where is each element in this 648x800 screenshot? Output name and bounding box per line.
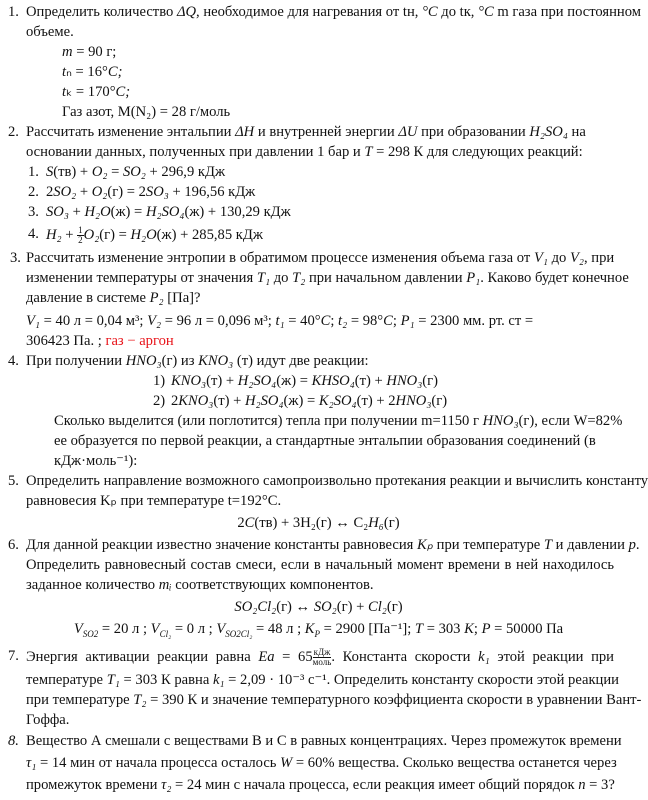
math-expression: V₂	[147, 313, 162, 329]
text-segment: (т) +	[206, 373, 238, 389]
text-segment: +	[76, 184, 92, 200]
fraction-numerator: кДж	[313, 647, 331, 657]
text-segment: до	[270, 270, 293, 286]
math-expression: KNO₃	[171, 373, 207, 389]
math-expression: T	[543, 537, 553, 553]
reaction-equation	[171, 393, 447, 410]
math-expression: SO₃	[145, 184, 169, 200]
math-expression: t	[62, 84, 67, 100]
text-segment: (т) + 2	[356, 393, 396, 409]
math-expression: k₁	[212, 672, 225, 688]
text-segment: = 60% вещества. Сколько вещества останется через	[292, 755, 617, 771]
problem-1-text	[26, 24, 74, 41]
problem-6-text	[26, 577, 374, 594]
text-segment: Газ азот, M(N₂) = 28 г/моль	[62, 104, 231, 120]
text-segment: = 50000 Па	[490, 621, 564, 637]
text-segment: Рассчитать изменение энтальпии	[26, 124, 236, 140]
text-segment: = 14 мин от начала процесса осталось	[36, 755, 281, 771]
math-expression: P	[481, 621, 491, 637]
math-expression: Kₚ	[417, 537, 433, 553]
text-segment: +	[61, 226, 78, 243]
text-segment: ;	[392, 313, 401, 329]
text-segment: Определить направление возможного самопроизвольно протекания реакции и вычислить константу	[26, 473, 648, 489]
reaction-number: 3.	[28, 204, 39, 220]
text-segment: + 196,56 кДж	[168, 184, 256, 200]
problem-number: 7.	[8, 648, 19, 664]
math-expression: K	[464, 621, 474, 637]
math-expression: V	[216, 621, 226, 637]
math-expression: H₂O	[84, 204, 111, 220]
text-segment: m газа при постоянном	[493, 4, 641, 20]
math-expression: Cl₂	[367, 599, 387, 615]
math-expression: ΔH	[235, 124, 255, 140]
text-segment: Гоффа.	[26, 712, 70, 728]
problem-3-given	[26, 313, 533, 330]
problem-7-text	[26, 712, 69, 729]
math-expression: SO₂	[313, 599, 337, 615]
math-expression: H₂SO₄	[529, 124, 568, 140]
text-segment: 306423 Па. ;	[26, 333, 106, 349]
text-segment: до	[547, 250, 570, 266]
math-expression: n	[578, 777, 586, 793]
text-segment: (г) +	[336, 599, 368, 615]
text-segment: этой реакции при	[489, 648, 614, 665]
text-segment: (г)	[422, 373, 439, 389]
math-expression: T	[364, 144, 373, 160]
math-expression: V	[73, 621, 83, 637]
problem-number: 4.	[8, 353, 19, 369]
reaction-equation	[171, 373, 438, 390]
math-expression: H₂O	[130, 226, 157, 243]
problem-5-text	[26, 473, 648, 490]
math-expression: O₂	[83, 226, 100, 243]
text-segment: = 40 л = 0,04 м³;	[40, 313, 148, 329]
text-segment: ;	[473, 621, 482, 637]
fraction-numerator: 1	[78, 225, 83, 235]
text-segment: до tк,	[437, 4, 479, 20]
reaction-number: 1.	[28, 164, 39, 180]
text-segment: = 303 К равна	[119, 672, 213, 688]
text-segment: и внутренней энергии	[254, 124, 399, 140]
text-segment: ;	[330, 313, 339, 329]
given-t-end	[62, 84, 130, 101]
math-expression: HNO₃	[395, 393, 432, 409]
text-segment: (г)	[431, 393, 448, 409]
math-expression: T₁	[106, 672, 120, 688]
text-segment: Вещество А смешали с веществами В и С в равных концентрациях. Через промежуток времени	[26, 733, 622, 749]
text-segment: при температуре	[26, 692, 134, 708]
math-expression: t₂	[338, 313, 348, 329]
problem-number: 5.	[8, 473, 19, 489]
text-segment: (тв) + 3H₂(г) ↔ C₂	[254, 515, 369, 531]
text-segment: = 98°	[347, 313, 384, 329]
math-expression: SO₂	[53, 184, 77, 200]
math-expression: H₂SO₄	[237, 373, 277, 389]
text-segment: Определить количество	[26, 4, 177, 20]
math-expression: HNO₃	[482, 413, 519, 429]
math-expression: K₂SO₄	[318, 393, 357, 409]
math-expression: V₂	[569, 250, 584, 266]
text-segment: (тв) +	[53, 164, 92, 180]
problem-3-given	[26, 333, 174, 350]
subscript: SO2	[82, 628, 99, 639]
text-segment: . Константа скорости	[331, 648, 479, 665]
text-segment: основании данных, полученных при давлении 1 бар и	[26, 144, 365, 160]
text-segment: при температуре	[433, 537, 544, 553]
subscript: Cl₂	[159, 628, 172, 639]
problem-number: 1.	[8, 4, 19, 20]
math-expression: m	[62, 44, 73, 60]
math-expression: P₁	[466, 270, 481, 286]
problem-6-text	[26, 537, 640, 554]
problem-7-text	[26, 672, 619, 689]
reaction-equation	[46, 164, 225, 181]
problem-6-conditions	[0, 621, 637, 638]
problem-8-text	[26, 733, 622, 750]
math-expression: °C	[422, 4, 438, 20]
math-expression: ΔQ	[176, 4, 197, 20]
math-expression: Ea	[258, 648, 275, 665]
math-expression: KNO₃	[178, 393, 214, 409]
problem-number: 2.	[8, 124, 19, 140]
math-expression: SO₂	[122, 164, 146, 180]
problem-7-text	[26, 648, 614, 667]
text-segment: при начальном давлении	[305, 270, 467, 286]
text-segment: 2	[46, 184, 54, 200]
text-segment: = 2300 мм. рт. ст =	[414, 313, 534, 329]
math-expression: K	[304, 621, 315, 637]
problem-4-question	[54, 433, 596, 450]
text-segment: на	[567, 124, 586, 140]
text-segment: (г)	[386, 599, 403, 615]
math-expression: T₂	[133, 692, 147, 708]
text-segment: = 2900 [Па⁻¹];	[320, 621, 415, 637]
text-segment: (г) =	[99, 226, 131, 243]
text-segment: Для данной реакции известно значение константы равновесия	[26, 537, 418, 553]
text-segment: (г) = 2	[107, 184, 146, 200]
math-expression: SO₂Cl₂	[234, 599, 277, 615]
problem-number: 3.	[10, 250, 21, 266]
text-segment: = 3?	[585, 777, 615, 793]
given-mass	[62, 44, 116, 61]
text-segment: (ж) =	[110, 204, 146, 220]
text-segment: (г)	[383, 515, 400, 531]
math-expression: S	[46, 164, 54, 180]
text-segment: [Па]?	[163, 290, 201, 306]
math-expression: C	[244, 515, 255, 531]
fraction	[313, 648, 332, 667]
text-segment: = 48 л ;	[252, 621, 305, 637]
text-segment: ₖ = 170°	[66, 84, 116, 100]
math-expression: KNO₃	[198, 353, 234, 369]
math-expression: V₁	[26, 313, 40, 329]
problem-7-text	[26, 692, 642, 709]
reaction-equation	[46, 204, 291, 221]
fraction-denominator: моль	[312, 657, 332, 667]
problem-number: 6.	[8, 537, 19, 553]
text-segment: =	[107, 164, 123, 180]
text-segment: , при	[583, 250, 615, 266]
problem-5-text	[26, 493, 281, 510]
math-expression: P₂	[149, 290, 164, 306]
math-expression: T	[414, 621, 424, 637]
text-segment: = 90 г;	[72, 44, 117, 60]
math-expression: HNO₃	[125, 353, 162, 369]
text-segment: (ж) + 285,85 кДж	[156, 226, 263, 243]
problem-8-text	[26, 777, 615, 794]
subscript: P	[314, 628, 321, 639]
text-segment: .	[635, 537, 640, 553]
text-segment: = 65	[274, 648, 313, 665]
text-segment: (ж) =	[276, 373, 312, 389]
text-segment: = 2,09 · 10⁻³ с⁻¹. Определить константу скорости этой реакции	[224, 672, 619, 688]
math-expression: τ₁	[26, 755, 37, 771]
text-segment: при образовании	[417, 124, 530, 140]
math-expression: H₆	[368, 515, 384, 531]
math-expression: T₂	[292, 270, 306, 286]
problem-3-text	[26, 270, 629, 287]
text-segment: давление в системе	[26, 290, 150, 306]
math-expression: H₂SO₄	[245, 393, 284, 409]
text-segment: (т) +	[213, 393, 246, 409]
text-segment: Определить равновесный состав смеси, если в начальный момент времени в ней находилось	[26, 557, 614, 573]
text-segment: ее образуется по первой реакции, а стандартные энтальпии образования соединений (в	[54, 433, 596, 449]
problem-4-question	[54, 453, 137, 470]
math-expression: C;	[107, 64, 123, 80]
text-segment: (г) ↔	[276, 599, 314, 615]
math-expression: H₂	[46, 226, 62, 243]
math-expression: C;	[115, 84, 131, 100]
text-segment: = 24 мин с начала процесса, если реакция имеет общий порядок	[171, 777, 579, 793]
text-segment: (г), если W=82%	[518, 413, 623, 429]
math-expression: HNO₃	[386, 373, 423, 389]
text-segment: = 303	[423, 621, 465, 637]
text-segment: температуре	[26, 672, 107, 688]
reaction-equation	[46, 226, 263, 245]
math-expression: P₁	[400, 313, 415, 329]
text-segment: заданное количество	[26, 577, 159, 593]
text-segment: . Каково будет конечное	[480, 270, 629, 286]
text-segment: (т) +	[354, 373, 387, 389]
text-segment: соответствующих компонентов.	[171, 577, 374, 593]
math-expression: W	[280, 755, 293, 771]
math-expression: ΔU	[398, 124, 418, 140]
problem-2-text	[26, 124, 586, 141]
text-segment: = 96 л = 0,096 м³;	[161, 313, 276, 329]
math-expression: mᵢ	[158, 577, 172, 593]
math-expression: O₂	[91, 164, 108, 180]
text-segment: Энергия активации реакции равна	[26, 648, 259, 665]
math-expression: KHSO₄	[311, 373, 355, 389]
problem-3-text	[26, 290, 201, 307]
math-expression: O₂	[91, 184, 108, 200]
text-segment: = 298 К для следующих реакций:	[372, 144, 583, 160]
problem-3-text	[26, 250, 614, 267]
text-segment: изменении температуры от значения	[26, 270, 257, 286]
text-segment: = 0 л ;	[171, 621, 217, 637]
problem-4-question	[54, 413, 622, 430]
fraction-denominator: 2	[78, 235, 83, 245]
highlighted-note: газ − аргон	[105, 333, 174, 349]
reaction-number: 4.	[28, 226, 39, 242]
text-segment: , необходимое для нагревания от tн,	[196, 4, 423, 20]
math-expression: H₂SO₄	[145, 204, 185, 220]
subscript: SO2Cl₂	[225, 628, 253, 639]
given-gas	[62, 104, 230, 121]
reaction-number: 1)	[153, 373, 166, 389]
math-expression: t	[62, 64, 67, 80]
text-segment: = 390 К и значение температурного коэффициента скорости в уравнении Вант-	[146, 692, 642, 708]
math-expression: C	[383, 313, 393, 329]
math-expression: C	[320, 313, 331, 329]
math-expression: t₁	[275, 313, 285, 329]
reaction-equation	[0, 515, 637, 532]
math-expression: SO₃	[46, 204, 69, 220]
text-segment: и давлении	[552, 537, 629, 553]
text-segment: промежуток времени	[26, 777, 162, 793]
text-segment: Рассчитать изменение энтропии в обратимом процессе изменения объема газа от	[26, 250, 534, 266]
math-expression: V₁	[533, 250, 548, 266]
math-expression: °C	[478, 4, 494, 20]
text-segment: 2	[171, 393, 179, 409]
reaction-equation	[0, 599, 637, 616]
reaction-number: 2.	[28, 184, 39, 200]
math-expression: V	[150, 621, 160, 637]
math-expression: p	[628, 537, 636, 553]
given-t-start	[62, 64, 122, 81]
math-expression: k₁	[478, 648, 490, 665]
problem-8-text	[26, 755, 617, 772]
text-segment: = 20 л ;	[98, 621, 151, 637]
text-segment: (т) идут две реакции:	[233, 353, 369, 369]
text-segment: (ж) + 130,29 кДж	[184, 204, 291, 220]
problem-2-text	[26, 144, 583, 161]
text-segment: Сколько выделится (или поглотится) тепла при получении m=1150 г	[54, 413, 483, 429]
text-segment: кДж·моль⁻¹):	[54, 453, 138, 469]
text-segment: + 296,9 кДж	[145, 164, 226, 180]
text-segment: равновесия Kₚ при температуре t=192°C.	[26, 493, 282, 509]
text-segment: (ж) =	[283, 393, 319, 409]
problem-6-text	[26, 557, 614, 574]
reaction-number: 2)	[153, 393, 166, 409]
text-segment: объеме.	[26, 24, 74, 40]
problem-number: 8.	[8, 733, 19, 749]
text-segment: ₙ = 16°	[66, 64, 108, 80]
text-segment: При получении	[26, 353, 126, 369]
text-segment: (г) из	[161, 353, 199, 369]
math-expression: T₁	[256, 270, 271, 286]
problem-1-text	[26, 4, 641, 21]
text-segment: +	[68, 204, 85, 220]
text-segment: = 40°	[284, 313, 321, 329]
reaction-equation	[46, 184, 255, 201]
text-segment: 2	[237, 515, 245, 531]
math-expression: τ₂	[161, 777, 172, 793]
problem-4-text	[26, 353, 369, 370]
